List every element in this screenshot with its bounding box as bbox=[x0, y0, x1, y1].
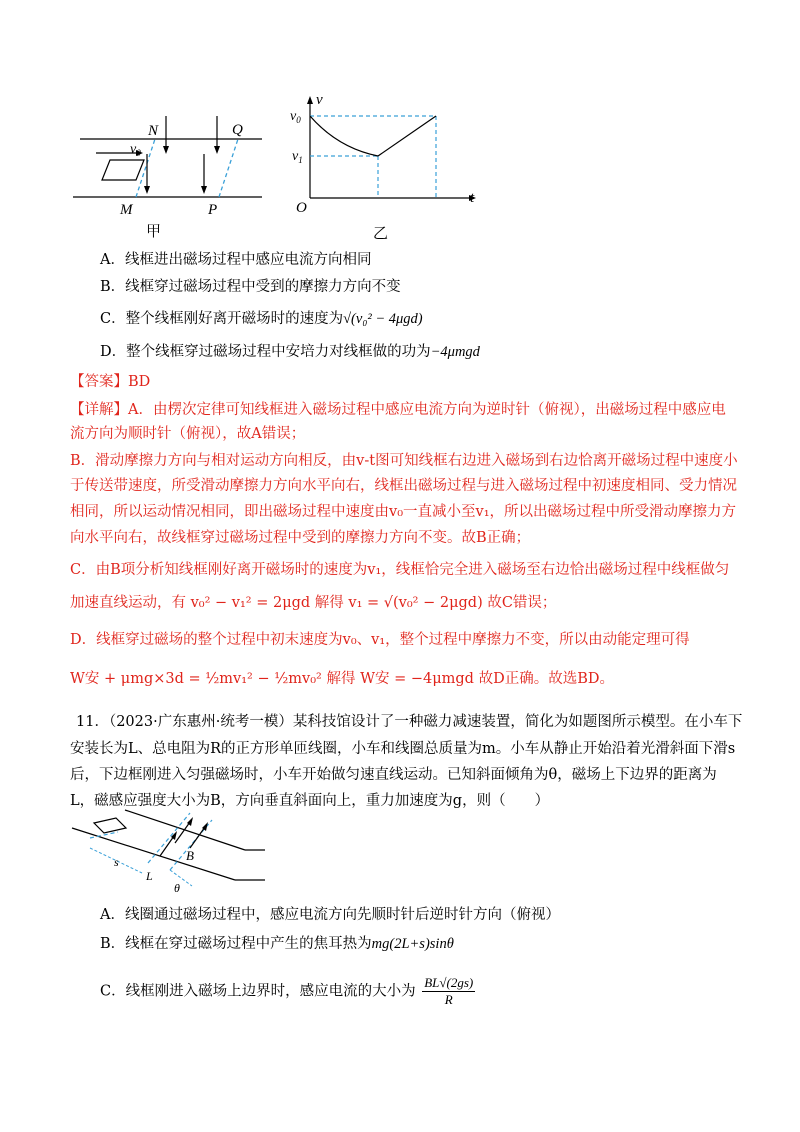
answer: 【答案】BD bbox=[70, 374, 151, 390]
origin-label: O bbox=[296, 200, 307, 216]
axis-t-label: t bbox=[470, 190, 475, 206]
q10-option-a: A．线框进出磁场过程中感应电流方向相同 bbox=[100, 252, 372, 268]
q11-stem-1: 11．（2023·广东惠州·统考一模）某科技馆设计了一种磁力减速装置，简化为如题图所示模型。在小车下 bbox=[76, 714, 743, 730]
label-L: L bbox=[146, 869, 153, 883]
detail-line-5: 相同，所以运动情况相同，即出磁场过程中速度由v₀一直减小至v₁，所以出磁场过程中所受滑动摩擦力方 bbox=[70, 504, 737, 520]
q11-stem-4: L，磁感应强度大小为B，方向垂直斜面向上，重力加速度为g，则（ ） bbox=[70, 793, 550, 809]
label-B: B bbox=[186, 848, 194, 863]
label-theta: θ bbox=[174, 881, 180, 895]
label-Q: Q bbox=[232, 122, 243, 138]
q11-option-c-numerator: BL√(2gs) bbox=[424, 975, 474, 990]
detail-line-9: D．线框穿过磁场的整个过程中初末速度为v₀、v₁，整个过程中摩擦力不变，所以由动能定理可得 bbox=[70, 632, 690, 648]
label-M: M bbox=[120, 202, 133, 218]
q10-option-c-math: √(v₀² − 4μgd) bbox=[343, 311, 423, 327]
axis-v-label: v bbox=[316, 92, 323, 108]
q11-option-b: B．线框在穿过磁场过程中产生的焦耳热为mg(2L+s)sinθ bbox=[100, 936, 454, 952]
detail-line-2: 流方向为顺时针（俯视），故A错误； bbox=[70, 426, 306, 442]
q11-option-a: A．线圈通过磁场过程中，感应电流方向先顺时针后逆时针方向（俯视） bbox=[100, 907, 560, 923]
detail-line-4: 于传送带速度，所受滑动摩擦力方向水平向右，线框出磁场过程与进入磁场过程中初速度相同、受力情况 bbox=[70, 478, 737, 494]
figure-yi-vt-graph bbox=[286, 90, 486, 220]
q11-option-b-math: mg(2L+s)sinθ bbox=[371, 936, 454, 952]
detail-line-6: 向水平向右，故线框穿过磁场过程中受到的摩擦力方向不变。故B正确； bbox=[70, 530, 531, 546]
figure-incline-magnet bbox=[70, 808, 270, 898]
label-N: N bbox=[148, 123, 159, 139]
label-v0: $v_0$ bbox=[130, 142, 141, 158]
detail-line-10: W安 + μmg×3d = ½mv₁² − ½mv₀² 解得 W安 = −4μmgd 故D正确。故选BD。 bbox=[70, 671, 614, 687]
label-s: s bbox=[114, 855, 119, 869]
q10-option-b: B．线框穿过磁场过程中受到的摩擦力方向不变 bbox=[100, 279, 401, 295]
detail-line-1: 【详解】A．由楞次定律可知线框进入磁场过程中感应电流方向为逆时针（俯视），出磁场过程中感应电 bbox=[70, 402, 726, 418]
detail-line-3: B．滑动摩擦力方向与相对运动方向相反，由v-t图可知线框右边进入磁场到右边恰离开磁场过程中速度小 bbox=[70, 453, 738, 469]
detail-line-7: C．由B项分析知线框刚好离开磁场时的速度为v₁，线框恰完全进入磁场至右边恰出磁场过程中线框做匀 bbox=[70, 562, 730, 578]
q11-option-c-denominator: R bbox=[444, 992, 453, 1007]
label-v0: $v_0$ bbox=[290, 109, 301, 125]
q11-stem-3: 后，下边框刚进入匀强磁场时，小车开始做匀速直线运动。已知斜面倾角为θ，磁场上下边界的距离为 bbox=[70, 767, 717, 783]
q11-option-c: C．线框刚进入磁场上边界时，感应电流的大小为 $\frac{BL√(2gs)}{R}$ bbox=[100, 975, 474, 1007]
detail-line-8: 加速直线运动，有 v₀² − v₁² = 2μgd 解得 v₁ = √(v₀² − 2μgd) 故C错误； bbox=[70, 595, 557, 611]
q10-option-d-math: −4μmgd bbox=[430, 344, 480, 360]
label-P: P bbox=[208, 202, 218, 218]
q11-stem-2: 安装长为L、总电阻为R的正方形单匝线圈，小车和线圈总质量为m。小车从静止开始沿着光滑斜面下滑s bbox=[70, 741, 736, 757]
label-v1: $v_1$ bbox=[292, 149, 303, 165]
figure-jia-caption: 甲 bbox=[146, 222, 162, 240]
figure-yi-caption: 乙 bbox=[373, 224, 389, 242]
q10-option-d: D．整个线框穿过磁场过程中安培力对线框做的功为−4μmgd bbox=[100, 344, 480, 360]
figure-jia bbox=[70, 108, 270, 238]
q10-option-c: C．整个线框刚好离开磁场时的速度为√(v₀² − 4μgd) bbox=[100, 311, 423, 327]
